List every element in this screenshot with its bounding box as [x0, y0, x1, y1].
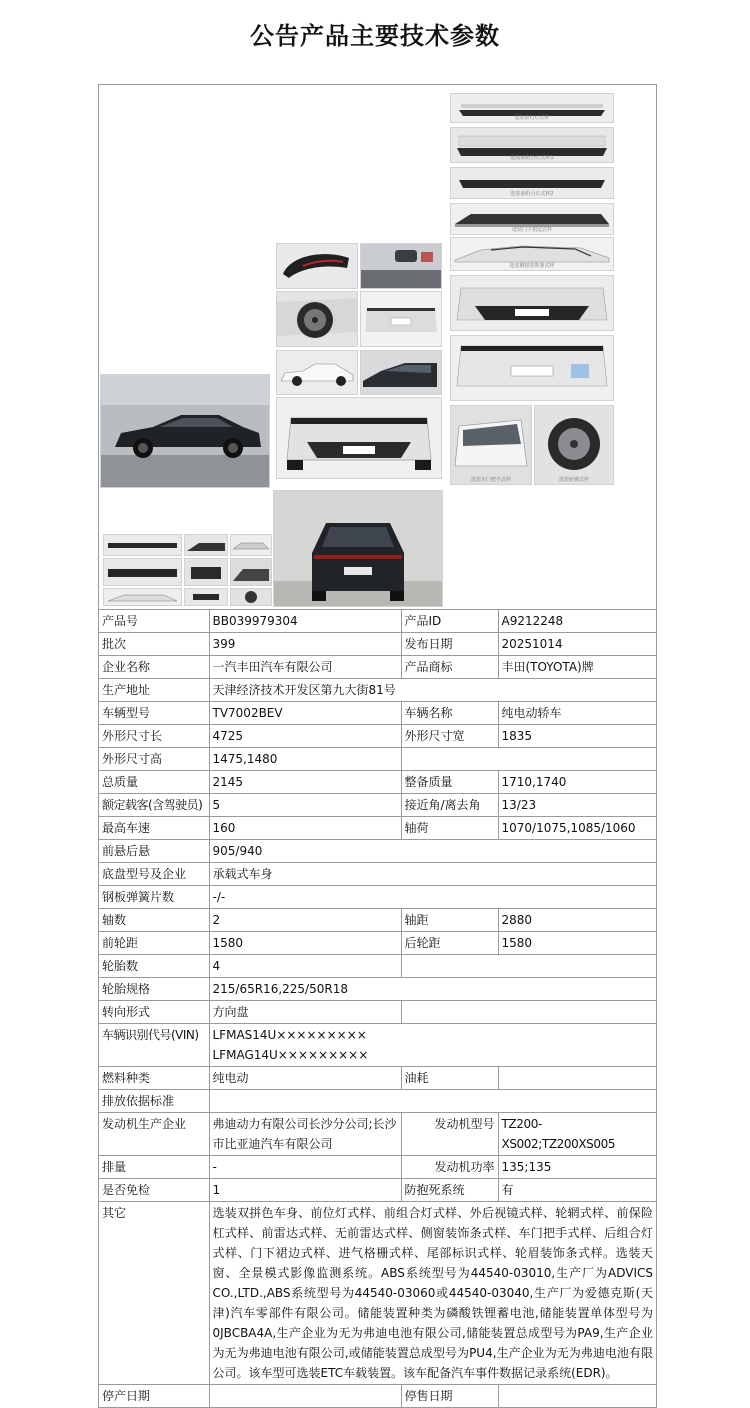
- value-cell: 905/940: [209, 840, 656, 863]
- table-row: [99, 1024, 656, 1067]
- table-row: [99, 1385, 656, 1408]
- car-photo-r7: [450, 335, 614, 401]
- car-photo-thumb-2: [184, 534, 228, 556]
- label-cell: 整备质量: [401, 771, 498, 794]
- value-cell: [498, 1385, 656, 1408]
- value-cell: [498, 1067, 656, 1090]
- value-cell: -: [209, 1156, 401, 1179]
- table-row: [99, 1202, 656, 1385]
- value-cell: 13/23: [498, 794, 656, 817]
- label-cell: 产品号: [99, 610, 209, 633]
- label-cell: 产品ID: [401, 610, 498, 633]
- photo-caption: 选装前组合灯式样2: [510, 191, 554, 197]
- label-cell: 最高车速: [99, 817, 209, 840]
- value-cell: 20251014: [498, 633, 656, 656]
- label-cell: 轴荷: [401, 817, 498, 840]
- label-cell: 燃料种类: [99, 1067, 209, 1090]
- value-cell: TZ200-XS002;TZ200XS005: [498, 1113, 656, 1156]
- table-row: [99, 794, 656, 817]
- label-cell: 转向形式: [99, 1001, 209, 1024]
- label-cell: 排放依据标准: [99, 1090, 209, 1113]
- table-row: [99, 863, 656, 886]
- value-cell: 1475,1480: [209, 748, 401, 771]
- car-photo-thumb-1: [103, 534, 182, 556]
- table-row: [99, 978, 656, 1001]
- value-cell: 2: [209, 909, 401, 932]
- label-cell: 批次: [99, 633, 209, 656]
- label-cell: 产品商标: [401, 656, 498, 679]
- value-cell: TV7002BEV: [209, 702, 401, 725]
- car-photo-mirror: [276, 243, 358, 289]
- photo-caption: 选装前灯灯式样: [514, 115, 550, 121]
- label-cell: 企业名称: [99, 656, 209, 679]
- photo-caption: 选装侧窗装饰条式样: [509, 263, 555, 269]
- table-row: [99, 1001, 656, 1024]
- table-row: [99, 840, 656, 863]
- label-cell: 轴距: [401, 909, 498, 932]
- label-cell: 外形尺寸长: [99, 725, 209, 748]
- car-photo-white-side: [276, 350, 358, 395]
- table-row: [99, 748, 656, 771]
- value-cell: 160: [209, 817, 401, 840]
- label-cell: 外形尺寸高: [99, 748, 209, 771]
- label-cell: 轮胎规格: [99, 978, 209, 1001]
- table-row: [99, 955, 656, 978]
- value-cell: 4725: [209, 725, 401, 748]
- page-title: 公告产品主要技术参数: [250, 22, 500, 50]
- table-row: [99, 679, 656, 702]
- table-row: [99, 1090, 656, 1113]
- value-cell: 承载式车身: [209, 863, 656, 886]
- empty-cell: [401, 1024, 656, 1067]
- label-cell: 防抱死系统: [401, 1179, 498, 1202]
- label-cell: 后轮距: [401, 932, 498, 955]
- empty-cell: [401, 1001, 656, 1024]
- table-row: [99, 1113, 656, 1156]
- value-cell: 1580: [498, 932, 656, 955]
- value-cell: A9212248: [498, 610, 656, 633]
- label-cell: 发布日期: [401, 633, 498, 656]
- value-cell: 1070/1075,1085/1060: [498, 817, 656, 840]
- photo-caption: 选装车门把手式样: [470, 477, 511, 483]
- value-cell: 1710,1740: [498, 771, 656, 794]
- car-photo-r3: [450, 167, 614, 199]
- table-row: [99, 1156, 656, 1179]
- label-cell: 额定载客(含驾驶员): [99, 794, 209, 817]
- table-row: [99, 702, 656, 725]
- spec-table: [99, 610, 656, 1407]
- label-cell: 轴数: [99, 909, 209, 932]
- value-cell: 1835: [498, 725, 656, 748]
- label-cell: 外形尺寸宽: [401, 725, 498, 748]
- value-cell: [209, 1385, 401, 1408]
- car-photo-r9: [534, 405, 614, 485]
- label-cell: 底盘型号及企业: [99, 863, 209, 886]
- photo-caption: 选装前组合灯式样1: [510, 155, 554, 161]
- label-cell: 接近角/离去角: [401, 794, 498, 817]
- value-cell: 纯电动轿车: [498, 702, 656, 725]
- car-photo-rear: [273, 490, 443, 607]
- table-row: [99, 817, 656, 840]
- car-photo-main: [100, 374, 270, 488]
- car-photo-r1: [450, 93, 614, 123]
- value-cell: 215/65R16,225/50R18: [209, 978, 656, 1001]
- value-cell: 一汽丰田汽车有限公司: [209, 656, 401, 679]
- table-row: [99, 1179, 656, 1202]
- label-cell: 发动机型号: [401, 1113, 498, 1156]
- table-row: [99, 771, 656, 794]
- value-cell: 1: [209, 1179, 401, 1202]
- car-photo-thumb-4: [103, 558, 182, 586]
- table-row: [99, 886, 656, 909]
- table-row: [99, 610, 656, 633]
- value-cell: 1580: [209, 932, 401, 955]
- value-cell: 方向盘: [209, 1001, 401, 1024]
- value-cell: 天津经济技术开发区第九大街81号: [209, 679, 656, 702]
- label-cell: 轮胎数: [99, 955, 209, 978]
- car-photo-black-side: [360, 350, 442, 395]
- value-cell: 2145: [209, 771, 401, 794]
- value-cell: [209, 1090, 656, 1113]
- label-cell: 其它: [99, 1202, 209, 1385]
- label-cell: 车辆识别代号(VIN): [99, 1024, 209, 1067]
- label-cell: 车辆型号: [99, 702, 209, 725]
- value-cell: 有: [498, 1179, 656, 1202]
- photo-caption: 选装门下裙边式样: [511, 227, 552, 233]
- label-cell: 总质量: [99, 771, 209, 794]
- car-photo-thumb-3: [230, 534, 272, 556]
- photo-panel: [99, 85, 656, 610]
- table-row: [99, 725, 656, 748]
- car-photo-r8: [450, 405, 532, 485]
- car-photo-rear-white: [360, 291, 442, 347]
- value-cell: 弗迪动力有限公司长沙分公司;长沙市比亚迪汽车有限公司: [209, 1113, 401, 1156]
- car-photo-thumb-9: [230, 588, 272, 606]
- label-cell: 钢板弹簧片数: [99, 886, 209, 909]
- vin-value: LFMAG14U×××××××××: [212, 1048, 369, 1062]
- value-cell: 纯电动: [209, 1067, 401, 1090]
- car-photo-thumb-7: [103, 588, 182, 606]
- car-photo-r2: [450, 127, 614, 163]
- car-photo-front-large: [276, 397, 442, 479]
- table-row: [99, 633, 656, 656]
- empty-cell: [401, 748, 656, 771]
- label-cell: 停售日期: [401, 1385, 498, 1408]
- car-photo-thumb-8: [184, 588, 228, 606]
- value-cell: BB039979304: [209, 610, 401, 633]
- table-row: [99, 1067, 656, 1090]
- label-cell: 前轮距: [99, 932, 209, 955]
- car-photo-interior: [360, 243, 442, 289]
- label-cell: 油耗: [401, 1067, 498, 1090]
- car-photo-wheel: [276, 291, 358, 347]
- table-row: [99, 656, 656, 679]
- photo-caption: 选装轮辋式样: [558, 477, 589, 483]
- label-cell: 发动机生产企业: [99, 1113, 209, 1156]
- value-cell: 丰田(TOYOTA)牌: [498, 656, 656, 679]
- car-photo-thumb-5: [184, 558, 228, 586]
- car-photo-r6: [450, 275, 614, 331]
- label-cell: 是否免检: [99, 1179, 209, 1202]
- vin-value: LFMAS14U×××××××××: [212, 1028, 367, 1042]
- value-cell: 135;135: [498, 1156, 656, 1179]
- value-cell: 5: [209, 794, 401, 817]
- table-row: [99, 909, 656, 932]
- label-cell: 前悬后悬: [99, 840, 209, 863]
- value-cell: 399: [209, 633, 401, 656]
- table-row: [99, 932, 656, 955]
- value-cell: 选装双拼色车身、前位灯式样、前组合灯式样、外后视镜式样、轮辋式样、前保险杠式样、前雷达式样、无前雷达式样、侧窗装饰条式样、车门把手式样、后组合灯式样、门下裙边式样、进气格栅式样、尾部标识式样、轮眉装饰条式样。选装天窗、全景模式影像监测系统。ABS系统型号为44540-03010,生产厂为ADVICS CO.,LTD.,ABS系统型号为44540-03060或44540-03040,生产厂为爱德克斯(天津)汽车零部件有限公司。储能装置种类为磷酸铁锂蓄电池,储能装置单体型号为0JBCBA4A,生产企业为无为弗迪电池有限公司,储能装置总成型号为PA9,生产企业为无为弗迪电池有限公司,或储能装置总成型号为PU4,生产企业为无为弗迪电池有限公司。该车型可选装ETC车载装置。该车配备汽车事件数据记录系统(EDR)。: [209, 1202, 656, 1385]
- value-cell: 4: [209, 955, 401, 978]
- vin-cell: [209, 1024, 401, 1067]
- label-cell: 发动机功率: [401, 1156, 498, 1179]
- spec-document: [98, 84, 657, 1408]
- value-cell: -/-: [209, 886, 656, 909]
- car-photo-r4: [450, 203, 614, 235]
- label-cell: 停产日期: [99, 1385, 209, 1408]
- label-cell: 排量: [99, 1156, 209, 1179]
- car-photo-r5: [450, 237, 614, 271]
- label-cell: 生产地址: [99, 679, 209, 702]
- car-photo-thumb-6: [230, 558, 272, 586]
- empty-cell: [401, 955, 656, 978]
- label-cell: 车辆名称: [401, 702, 498, 725]
- value-cell: 2880: [498, 909, 656, 932]
